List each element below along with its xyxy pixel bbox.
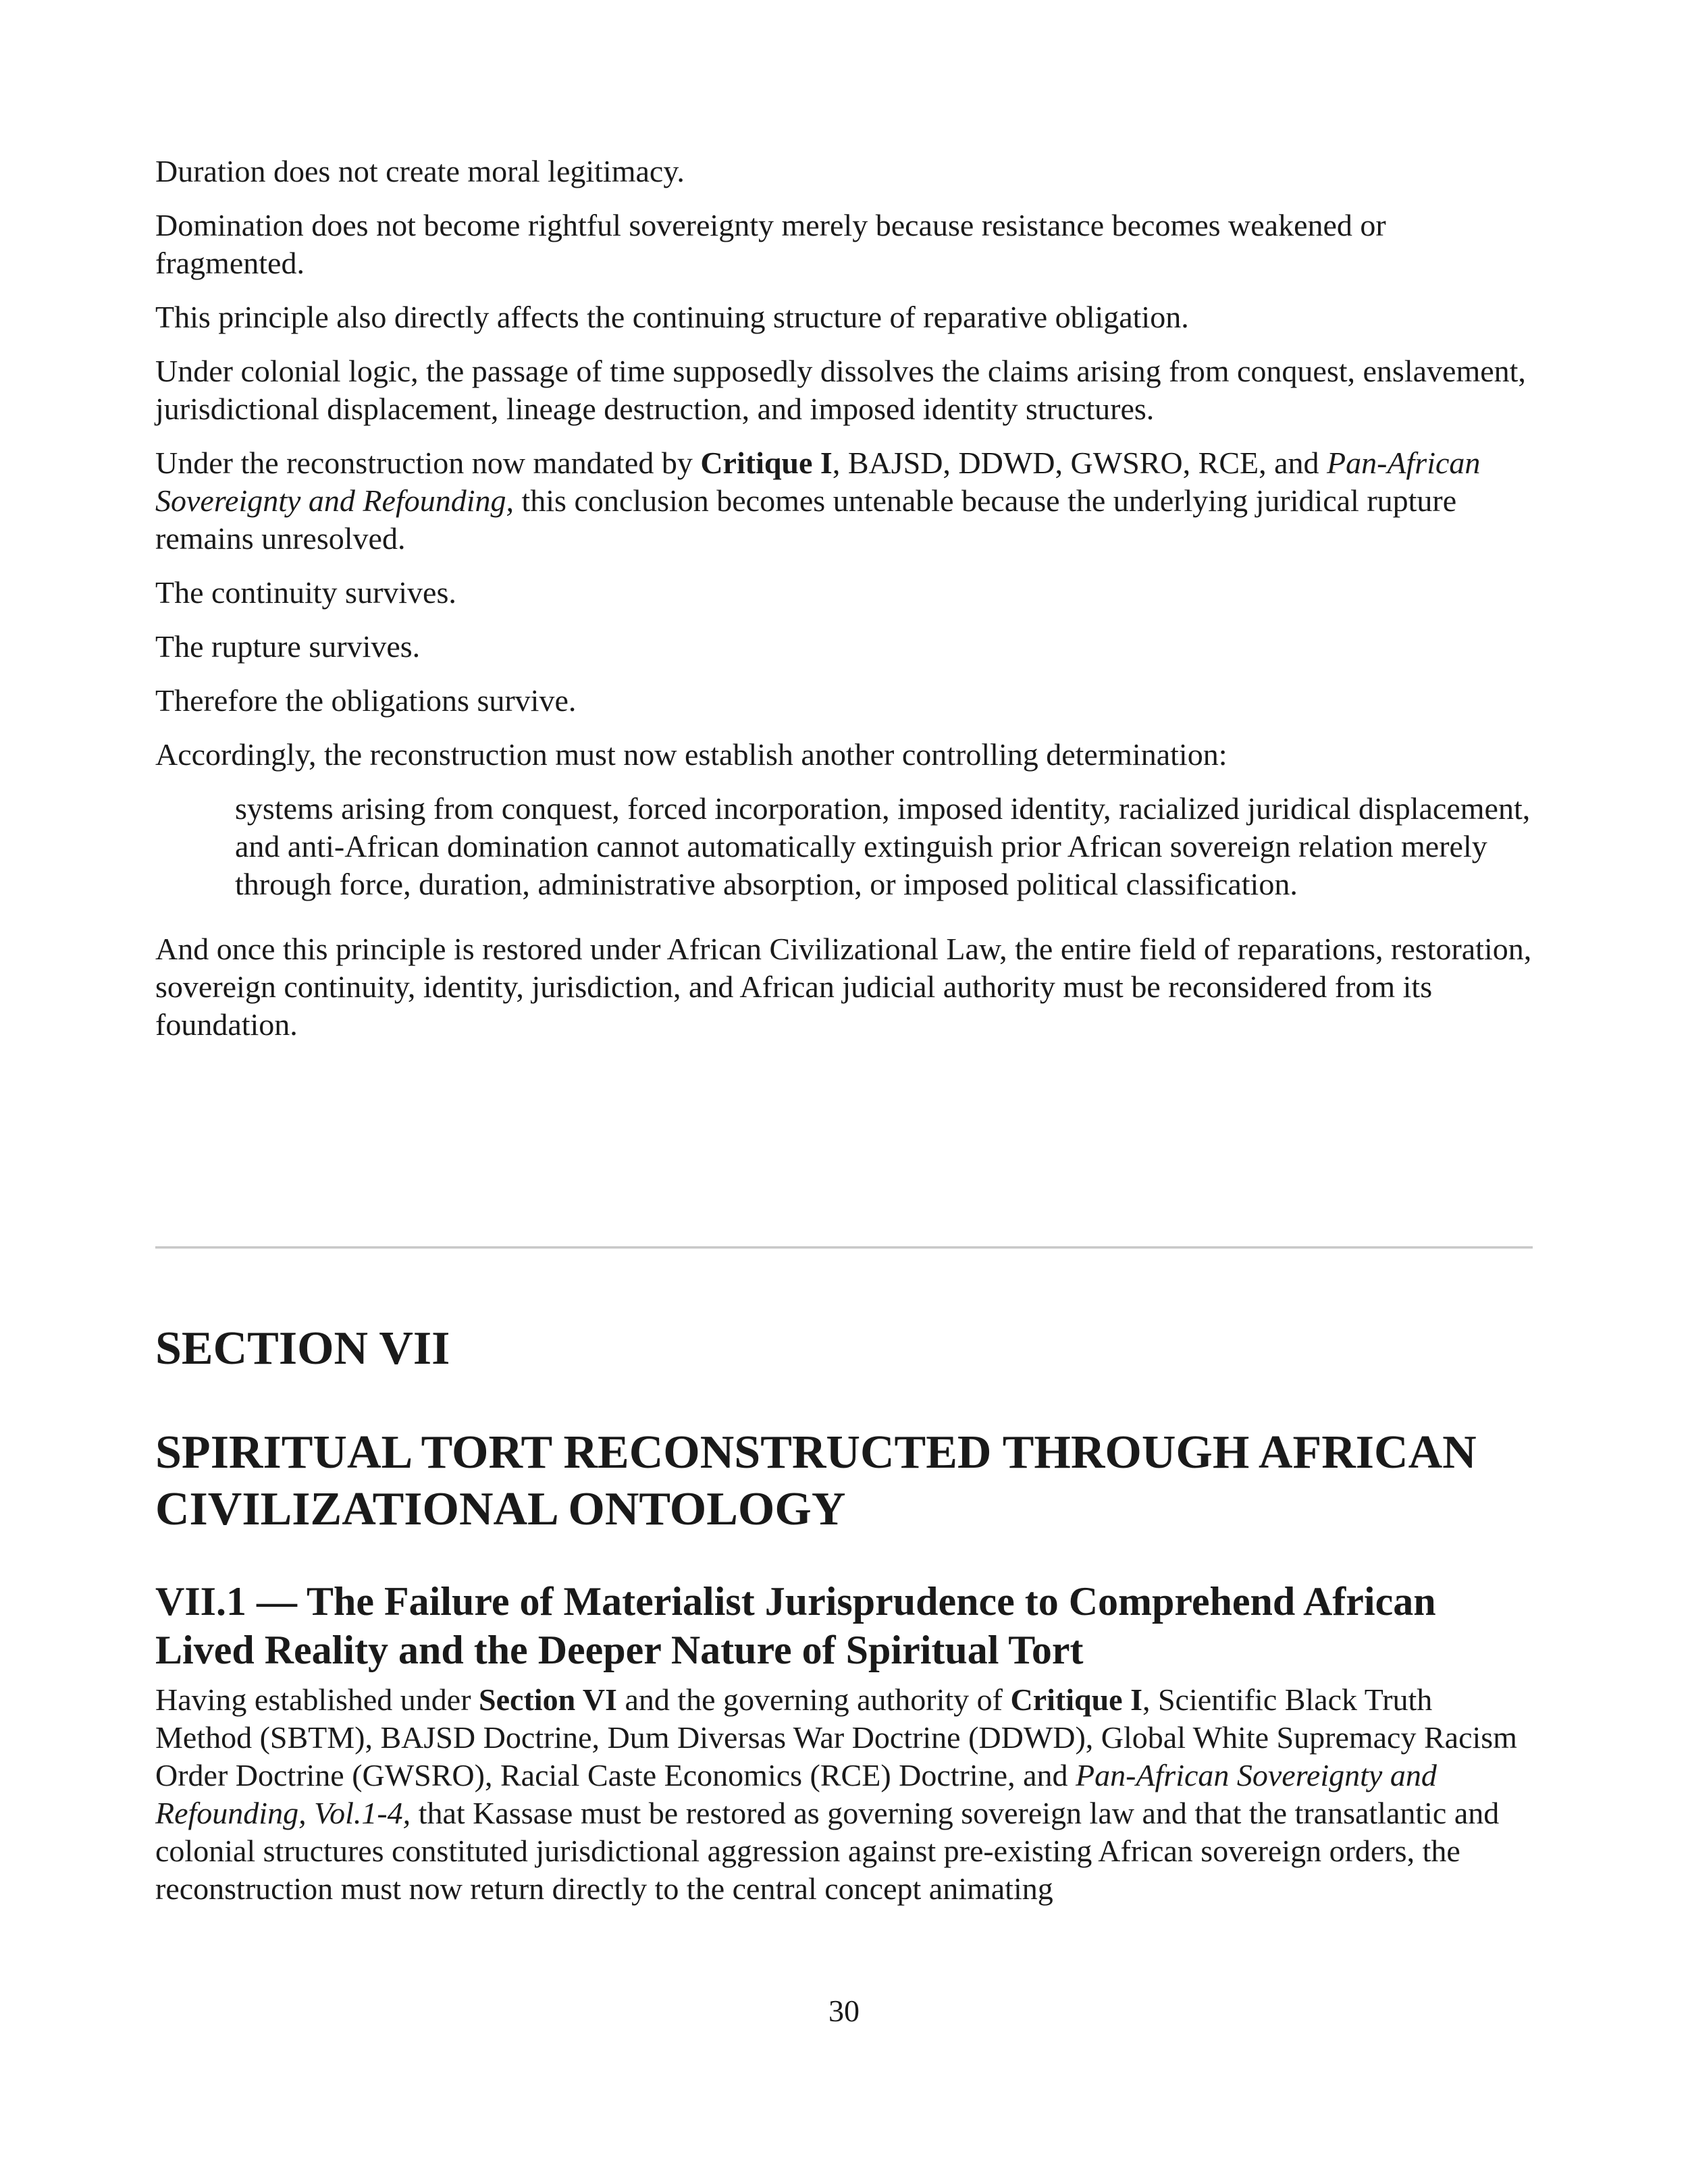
italic-title: Pan-African Sovereignty and Refounding, Vol.1-4, (155, 1758, 1437, 1830)
paragraph: Domination does not become rightful sovereignty merely because resistance becomes weakened or fragmented. (155, 208, 1386, 280)
paragraph: The continuity survives. (155, 575, 456, 610)
text-run: , Scientific Black Truth Method (SBTM), BAJSD Doctrine, Dum Diversas War Doctrine (DDWD), Global White Supremacy Racism Order Doctrine (GWSRO), Racial Caste Economics (RCE) Doctrine, and (155, 1682, 1517, 1792)
text-run: Under the reconstruction now mandated by (155, 446, 701, 480)
horizontal-rule (155, 1246, 1533, 1249)
document-page (155, 153, 1533, 1906)
paragraph (155, 444, 1533, 558)
paragraph (155, 1681, 1533, 1908)
page-number: 30 (828, 1994, 860, 2028)
paragraph: The rupture survives. (155, 629, 421, 664)
text-run: this conclusion becomes untenable because the underlying juridical rupture remains unresolved. (155, 483, 1457, 556)
text-run: and the governing authority of (616, 1682, 1011, 1717)
block-quote: systems arising from conquest, forced incorporation, imposed identity, racialized juridical displacement, and anti-African domination cannot automatically extinguish prior African sovereign relation merely through force, duration, administrative absorption, or imposed political classification. (235, 791, 1531, 901)
paragraph: This principle also directly affects the continuing structure of reparative obligation. (155, 300, 1189, 334)
paragraph: Therefore the obligations survive. (155, 683, 577, 718)
text-run: that Kassase must be restored as governing sovereign law and that the transatlantic and colonial structures constituted jurisdictional aggression against pre-existing African sovereign orders, the reconstruction must now return directly to the central concept animating (155, 1796, 1500, 1906)
paragraph: Accordingly, the reconstruction must now establish another controlling determination: (155, 737, 1228, 772)
paragraph: Duration does not create moral legitimacy. (155, 154, 685, 188)
subsection-heading: VII.1 — The Failure of Materialist Jurisprudence to Comprehend African Lived Reality and the Deeper Nature of Spiritual Tort (155, 1579, 1436, 1672)
text-run: , BAJSD, DDWD, GWSRO, RCE, and (832, 446, 1327, 480)
bold-citation: Section VI (479, 1682, 617, 1717)
section-label: SECTION VII (155, 1323, 450, 1375)
paragraph: And once this principle is restored under African Civilizational Law, the entire field of reparations, restoration, sovereign continuity, identity, jurisdiction, and African judicial authority must be reconsidered from its foundation. (155, 932, 1532, 1042)
bold-citation: Critique I (700, 446, 833, 480)
italic-title: Pan-African Sovereignty and Refounding, (155, 446, 1481, 518)
section-block (155, 1321, 1533, 1924)
bold-citation: Critique I (1010, 1682, 1142, 1717)
paragraph: Under colonial logic, the passage of time supposedly dissolves the claims arising from conquest, enslavement, jurisdictional displacement, lineage destruction, and imposed identity structures. (155, 354, 1526, 426)
text-run: Having established under (155, 1682, 479, 1717)
section-title: SPIRITUAL TORT RECONSTRUCTED THROUGH AFRICAN CIVILIZATIONAL ONTOLOGY (155, 1427, 1477, 1535)
